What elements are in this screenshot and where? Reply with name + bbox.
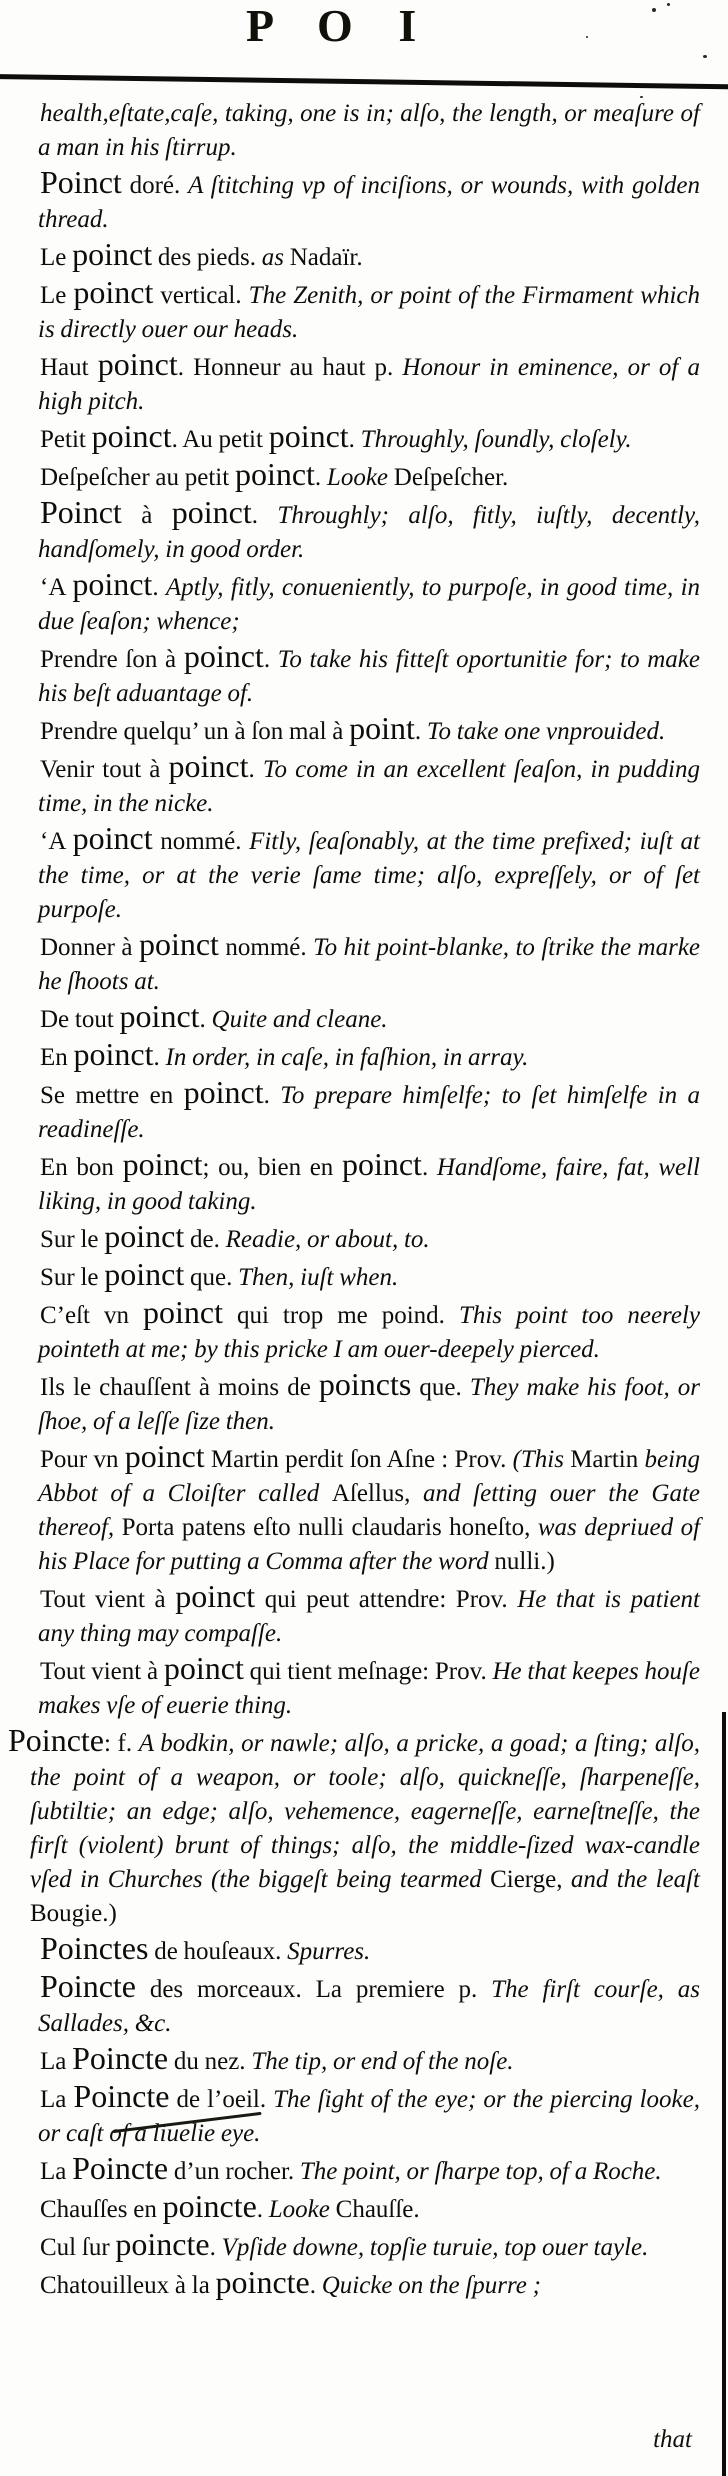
scan-speck (652, 8, 656, 12)
entry-segment: à (121, 502, 172, 529)
entry-segment: poinct (72, 236, 153, 272)
entry-segment: Sur le (40, 1226, 105, 1253)
entry-segment: de l’oeil. (169, 2086, 274, 2113)
entry-segment: To take his fitteſt oportunitie for; to make his beſt aduantage of. (38, 646, 700, 707)
entry-segment: Vpſide downe, topſie turuie, top ouer tayle. (221, 2234, 649, 2261)
entry-segment: Quite and cleane. (211, 1006, 388, 1033)
entry-segment: ‘A (40, 574, 73, 601)
entry-segment: as (261, 244, 290, 271)
entry-segment: Cierge, (490, 1866, 571, 1893)
dictionary-entry-se-mettre-en-poinct (38, 1075, 700, 1147)
entry-segment: point (349, 710, 415, 746)
entry-segment: The firſt courſe, as Sallades, &c. (38, 1976, 700, 2037)
entry-segment: qui tient meſnage: Prov. (243, 1658, 493, 1685)
entry-segment: qui trop me poind. (222, 1302, 459, 1329)
entry-segment: Chauſſe. (335, 2196, 420, 2223)
entry-segment: Porta patens eſto nulli claudaris honeſto, (121, 1514, 538, 1541)
entry-segment: La (40, 2048, 73, 2075)
entry-segment: Prendre quelqu’ un à ſon mal à (40, 718, 350, 745)
entry-segment: . (256, 2196, 269, 2223)
entry-segment: They make his foot, or ſhoe, of a leſſe ſize then. (38, 1374, 700, 1435)
header-divider-rule (0, 74, 728, 89)
entry-segment: . (152, 574, 166, 601)
dictionary-entry-poincte-des-morceaux (38, 1969, 700, 2041)
entry-segment: Aſellus, (331, 1480, 423, 1507)
entry-segment: poinct (268, 418, 349, 454)
dictionary-entry-le-poinct-vertical (38, 275, 700, 347)
dictionary-column (8, 97, 701, 2303)
entry-segment: was depriued of his Place for putting a Comma after the word (38, 1514, 701, 1575)
entry-segment: que. (184, 1264, 239, 1291)
entry-segment: To hit point-blanke, to ſtrike the marke he ſhoots at. (38, 934, 701, 995)
entry-segment: . (414, 718, 427, 745)
entry-segment: Martin (570, 1446, 645, 1473)
dictionary-entry-en-poinct (38, 1037, 700, 1075)
entry-segment: d’un rocher. (168, 2158, 300, 2185)
entry-segment: poinct (183, 638, 264, 674)
entry-segment: nulli.) (494, 1548, 555, 1575)
entry-segment: des morceaux. La premiere p. (135, 1976, 492, 2003)
dictionary-entry-prendre-quelquun (38, 711, 700, 749)
entry-segment: poinct (104, 1256, 185, 1292)
dictionary-entry-poincte-main (8, 1722, 701, 1931)
dictionary-entry-cest-vn-poinct (38, 1295, 700, 1367)
entry-segment: poinct (124, 1438, 205, 1474)
catchword: that (653, 2426, 692, 2453)
entry-segment: poinct (168, 748, 249, 784)
entry-segment: Fitly, ſeaſonably, at the time prefixed; iuſt at the time, or at the verie ſame time; alſo, expreſſely, or of ſet purpoſe. (38, 828, 700, 923)
entry-segment: The ſight of the eye; or the piercing looke, or caſt of a liuelie eye. (38, 2086, 701, 2147)
entry-segment: He that is patient any thing may compaſſe. (38, 1586, 701, 1647)
entry-segment: . (314, 464, 327, 491)
entry-segment: . (251, 502, 278, 529)
page-edge-rule (722, 1712, 726, 2476)
entry-segment: des pieds. (152, 244, 262, 271)
entry-segment: Honour in eminence, or of a high pitch. (38, 354, 700, 415)
entry-segment: To take one vnprouided. (426, 718, 666, 745)
entry-segment: En bon (40, 1154, 123, 1181)
dictionary-entry-tout-vient-mesnage (38, 1651, 700, 1723)
entry-segment: The point, or ſharpe top, of a Roche. (299, 2158, 662, 2185)
entry-segment: Le (40, 282, 74, 309)
entry-segment: . (263, 646, 278, 673)
entry-segment: . (248, 756, 263, 783)
entry-segment: Throughly, ſoundly, cloſely. (360, 426, 632, 453)
entry-segment: Readie, or about, to. (225, 1226, 430, 1253)
entry-segment: poincte (215, 2264, 310, 2300)
dictionary-entry-haut-poinct (38, 347, 700, 419)
entry-segment: Deſpeſcher au petit (40, 464, 235, 491)
dictionary-entry-chausses-en-poincte (38, 2189, 700, 2227)
entry-segment: de. (184, 1226, 226, 1253)
entry-segment: being Abbot of a Cloiſter called (38, 1446, 701, 1507)
entry-segment: . (421, 1154, 437, 1181)
entry-segment: nommé. (152, 828, 250, 855)
entry-segment: La (40, 2158, 73, 2185)
entry-segment: (This (512, 1446, 571, 1473)
entry-segment: Quicke on the ſpurre ; (321, 2272, 541, 2299)
entry-segment: poinct (183, 1074, 264, 1110)
entry-segment: Cul ſur (40, 2234, 116, 2261)
entry-segment: du nez. (168, 2048, 252, 2075)
entry-segment: poinct (175, 1578, 256, 1614)
dictionary-entry-tout-vient-attendre (38, 1579, 700, 1651)
entry-segment: A bodkin, or nawle; alſo, a pricke, a goad; a ſting; alſo, the point of a weapon, or toole; alſo, quickneſſe, ſharpeneſſe, ſubtiltie; an edge; alſo, vehemence, eagerneſſe, earneſtneſſe, the firſt (violent) brunt of things; alſo, the middle-ſized wax-candle vſed in Churches (the biggeſt being tearmed (30, 1730, 700, 1893)
entry-segment: Poinctes (40, 1930, 149, 1966)
entry-segment: Chatouilleux à la (40, 2272, 216, 2299)
entry-segment: poinct (341, 1146, 422, 1182)
dictionary-entry-ils-le-chaussent (38, 1367, 700, 1439)
entry-segment: poinct (91, 418, 172, 454)
entry-segment: . (199, 1006, 212, 1033)
entry-segment: and ſetting ouer the Gate thereof, (38, 1480, 701, 1541)
entry-segment: poinct (73, 1036, 154, 1072)
entry-segment: de houſeaux. (148, 1938, 288, 1965)
entry-segment: Pour vn (40, 1446, 125, 1473)
entry-segment: Tout vient à (40, 1586, 176, 1613)
entry-segment: . (348, 426, 361, 453)
entry-segment: poinct (73, 274, 154, 310)
entry-segment: . (263, 1082, 281, 1109)
entry-segment: Donner à (40, 934, 139, 961)
dictionary-entry-cul-sur-poincte (38, 2227, 700, 2265)
page-header-letters: P O I (246, 0, 434, 51)
entry-segment: Spurres. (287, 1938, 371, 1965)
entry-segment: poincte (115, 2226, 210, 2262)
entry-segment: Poincte (40, 1968, 136, 2004)
entry-segment: Nadaïr. (289, 244, 363, 271)
dictionary-entry-en-bon-poinct (38, 1147, 700, 1219)
dictionary-entry-despescher-au-petit-poinct (38, 457, 700, 495)
entry-segment: Aptly, fitly, conueniently, to purpoſe, in good time, in due ſeaſon; whence; (38, 574, 701, 635)
entry-segment: Deſpeſcher. (393, 464, 509, 491)
dictionary-entry-a-poinct (38, 567, 700, 639)
entry-segment: poincts (318, 1366, 412, 1402)
dictionary-entry-poinctes-de-houseaux (38, 1931, 700, 1969)
entry-segment: Le (40, 244, 73, 271)
entry-segment: Haut (40, 354, 98, 381)
entry-segment: Venir tout à (40, 756, 169, 783)
entry-segment: and the leaſt (570, 1866, 701, 1893)
entry-segment: doré. (121, 172, 189, 199)
dictionary-entry-donner-a-poinct-nomme (38, 927, 700, 999)
entry-segment: poinct (163, 1650, 244, 1686)
dictionary-entry-petit-poinct (38, 419, 700, 457)
entry-segment: qui peut attendre: Prov. (255, 1586, 518, 1613)
dictionary-entry-la-poincte-dun-rocher (38, 2151, 700, 2189)
dictionary-entry-la-poincte-du-nez (38, 2041, 700, 2079)
entry-segment: . (209, 2234, 222, 2261)
entry-segment: Poincte (73, 2078, 170, 2114)
entry-segment: Se mettre en (40, 1082, 184, 1109)
entry-segment: Looke (268, 2196, 336, 2223)
entry-segment: Martin perdit ſon Aſne : Prov. (204, 1446, 513, 1473)
entry-segment: Throughly; alſo, fitly, iuſtly, decently, handſomely, in good order. (38, 502, 700, 563)
entry-segment: De tout (40, 1006, 120, 1033)
entry-segment: poinct (122, 1146, 203, 1182)
entry-segment: poinct (143, 1294, 223, 1330)
dictionary-entry-poinct-a-poinct (38, 495, 700, 567)
dictionary-entry-venir-tout-a-poinct (38, 749, 700, 821)
entry-segment: Handſome, faire, fat, well liking, in good taking. (38, 1154, 700, 1215)
entry-segment: Poinct (40, 164, 122, 200)
entry-segment: . Honneur au haut p. (177, 354, 403, 381)
entry-segment: poinct (104, 1218, 185, 1254)
scan-speck (667, 3, 670, 6)
dictionary-entry-a-poinct-nomme (38, 821, 700, 927)
entry-segment: The tip, or end of the noſe. (251, 2048, 514, 2075)
entry-segment: . (153, 1044, 166, 1071)
dictionary-entry-la-poincte-de-loeil (38, 2079, 700, 2151)
dictionary-entry-le-poinct-des-pieds (38, 237, 700, 275)
entry-segment: ‘A (40, 828, 73, 855)
entry-segment: poinct (72, 566, 153, 602)
entry-segment: : f. (103, 1730, 139, 1757)
entry-segment: Then, iuſt when. (238, 1264, 399, 1291)
entry-segment: La (40, 2086, 74, 2113)
entry-segment: nommé. (218, 934, 314, 961)
entry-segment: A ſtitching vp of inciſions, or wounds, with golden thread. (38, 172, 700, 233)
entry-segment: Ils le chauſſent à moins de (40, 1374, 319, 1401)
entry-segment: In order, in caſe, in faſhion, in array. (165, 1044, 529, 1071)
dictionary-entry-sur-le-poinct-de (38, 1219, 700, 1257)
scan-speck (703, 55, 707, 58)
entry-segment: poinct (72, 820, 153, 856)
entry-segment: En (40, 1044, 74, 1071)
entry-segment: poincte (162, 2188, 257, 2224)
entry-segment: Tout vient à (40, 1658, 164, 1685)
entry-segment: Sur le (40, 1264, 105, 1291)
entry-segment: Prendre ſon à (40, 646, 184, 673)
dictionary-entry-chatouilleux-a-la-poincte (38, 2265, 700, 2303)
entry-segment: To come in an excellent ſeaſon, in pudding time, in the nicke. (38, 756, 700, 817)
entry-segment: health,eſtate,caſe, taking, one is in; alſo, the length, or meaſure of a man in his ſtirrup. (38, 100, 700, 161)
entry-segment: ; ou, bien en (202, 1154, 342, 1181)
entry-segment: Petit (40, 426, 92, 453)
entry-segment: poinct (171, 494, 252, 530)
entry-segment: Poinct (40, 494, 122, 530)
entry-segment: . Au petit (171, 426, 269, 453)
dictionary-entry-pour-vn-poinct-martin (38, 1439, 700, 1579)
dictionary-entry-poinct-sense-cont (38, 97, 700, 165)
entry-segment: poinct (119, 998, 200, 1034)
entry-segment: This point too neerely pointeth at me; by this pricke I am ouer-deepely pierced. (38, 1302, 700, 1363)
dictionary-entry-de-tout-poinct (38, 999, 700, 1037)
entry-segment: vertical. (153, 282, 249, 309)
entry-segment: Poincte (8, 1722, 104, 1758)
entry-segment: Chauſſes en (40, 2196, 163, 2223)
scan-speck (586, 36, 588, 38)
entry-segment: poinct (138, 926, 219, 962)
entry-segment: poinct (97, 346, 178, 382)
entry-segment: He that keepes houſe makes vſe of euerie thing. (38, 1658, 700, 1719)
entry-segment: Bougie.) (30, 1900, 117, 1927)
entry-segment: . (309, 2272, 322, 2299)
entry-segment: The Zenith, or point of the Firmament which is directly ouer our heads. (38, 282, 700, 343)
entry-segment: To prepare himſelfe; to ſet himſelfe in a readineſſe. (38, 1082, 701, 1143)
entry-segment: Poincte (72, 2040, 169, 2076)
dictionary-entry-poinct-dore (38, 165, 700, 237)
dictionary-entry-prendre-son-a-poinct (38, 639, 700, 711)
entry-segment: C’eſt vn (40, 1302, 143, 1329)
dictionary-entry-sur-le-poinct-que (38, 1257, 700, 1295)
entry-segment: Looke (326, 464, 394, 491)
entry-segment: Poincte (72, 2150, 169, 2186)
entry-segment: que. (411, 1374, 470, 1401)
entry-segment: poinct (234, 456, 315, 492)
